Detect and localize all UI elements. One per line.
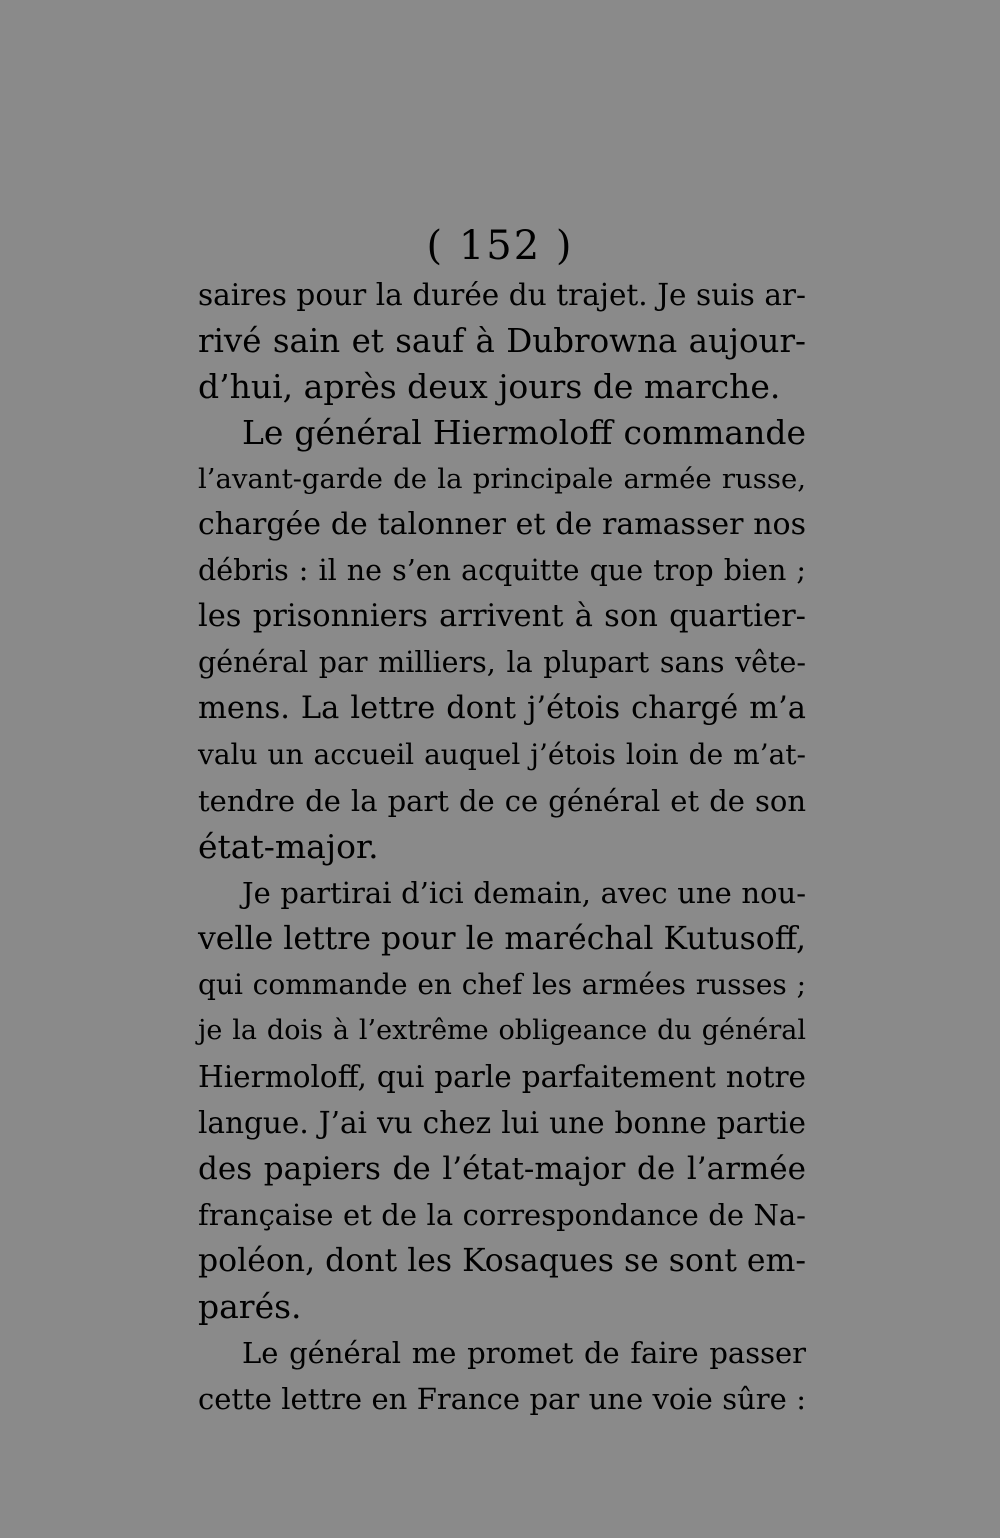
text-line: général par milliers, la plupart sans vête- — [198, 646, 806, 679]
text-line: rivé sain et sauf à Dubrowna aujour- — [198, 322, 806, 360]
text-line: Hiermoloff, qui parle parfaitement notre — [198, 1060, 806, 1094]
text-line: française et de la correspondance de Na- — [198, 1198, 806, 1232]
body-text — [198, 272, 806, 1422]
text-line: tendre de la part de ce général et de son — [198, 784, 806, 818]
text-line: je la dois à l’extrême obligeance du général — [198, 1015, 806, 1046]
text-line: Je partirai d’ici demain, avec une nou- — [242, 876, 806, 910]
text-line: poléon, dont les Kosaques se sont em- — [198, 1243, 807, 1279]
text-line: état-major. — [198, 827, 379, 866]
text-line: velle lettre pour le maréchal Kutusoff, — [198, 921, 806, 957]
text-line: les prisonniers arrivent à son quartier- — [198, 599, 806, 634]
text-line: valu un accueil auquel j’étois loin de m’at- — [198, 738, 806, 771]
text-line: mens. La lettre dont j’étois chargé m’a — [198, 691, 806, 726]
text-line: Le général me promet de faire passer — [242, 1336, 806, 1370]
text-line: des papiers de l’état-major de l’armée — [198, 1151, 806, 1187]
text-line: d’hui, après deux jours de marche. — [198, 367, 781, 406]
text-line: chargée de talonner et de ramasser nos — [198, 507, 806, 542]
text-line: cette lettre en France par une voie sûre : — [198, 1382, 806, 1416]
text-line: parés. — [198, 1287, 302, 1326]
text-line: débris : il ne s’en acquitte que trop bien ; — [198, 554, 806, 587]
page-number-header: ( 152 ) — [426, 223, 574, 269]
text-line: Le général Hiermoloff commande — [242, 413, 806, 452]
text-line: qui commande en chef les armées russes ; — [198, 968, 806, 1001]
text-line: langue. J’ai vu chez lui une bonne partie — [198, 1106, 806, 1140]
text-line: l’avant-garde de la principale armée russe, — [198, 463, 806, 495]
text-line: saires pour la durée du trajet. Je suis ar- — [198, 278, 806, 312]
